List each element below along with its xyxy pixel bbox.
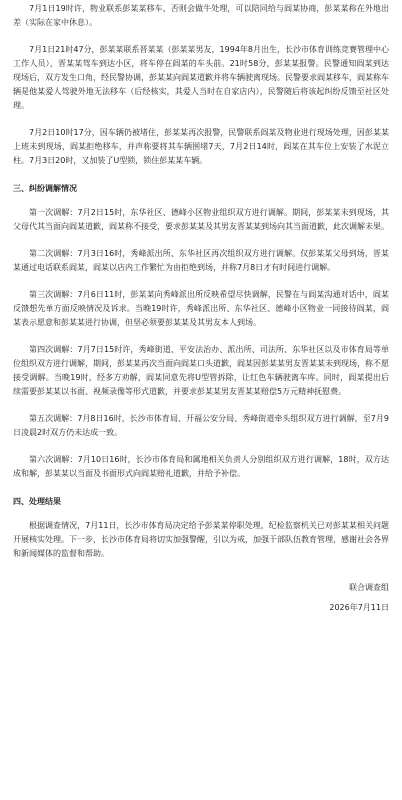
mediation-paragraph-3: 第三次调解：7月6日11时，彭某某向秀峰派出所反映希望尽快调解，民警在与阎某沟通对话中，阎某反馈想先单方面反映情况及诉求。当晚19时许，秀峰派出所、东华社区、德峰小区物业一同接待阎某，阎某表示愿意和彭某某进行协调，但坚必须要彭某某及其男友本人到场。 [13, 290, 389, 327]
mediation-paragraph-2: 第二次调解：7月3日16时，秀峰派出所、东华社区再次组织双方进行调解。仅彭某某父母到场，晋某某通过电话联系阎某，阎某以店内工作繁忙为由拒绝到场，并称7月8日才有时间进行调解。 [13, 249, 389, 272]
result-paragraph: 根据调查情况，7月11日，长沙市体育局决定给予彭某某停职处理，纪检监察机关已对彭某某相关问题开展核实处理。下一步，长沙市体育局将切实加强警醒，引以为戒，加强干部队伍教育管理，感谢社会各界和新闻媒体的监督和帮助。 [13, 521, 389, 558]
mediation-paragraph-4: 第四次调解：7月7日15时许，秀峰街道、平安法治办、派出所、司法所、东华社区以及市体育局等单位组织双方进行调解，期间，彭某某再次当面向阎某口头道歉，阎某因彭某某男友晋某某未到现场，称不愿接受调解。当晚19时，经多方劝解，阎某同意先将U型管拆除，让红色车辆驶离车库。同时，阎某提出后续需要彭某某以书面、视频录像等形式道歉，并要求彭某某男友晋某某赔偿5万元精神抚慰费。 [13, 345, 389, 396]
mediation-paragraph-6: 第六次调解：7月10日16时，长沙市体育局和属地相关负责人分别组织双方进行调解，18时，双方达成和解，彭某某以当面及书面形式向阎某赔礼道歉，并给予补偿。 [13, 455, 389, 478]
mediation-paragraph-1: 第一次调解：7月2日15时，东华社区、德峰小区物业组织双方进行调解。期间，彭某某未到现场，其父母代其当面向阎某道歉，阎某称不接受，要求彭某某及其男友晋某某到场向其当面道歉，此次调解未果。 [13, 208, 389, 231]
paragraph-july1-21h: 7月1日21时47分，彭某某联系晋某某（彭某某男友，1994年8月出生，长沙市体育训练竞赛管理中心工作人员），晋某某驾车到达小区，将车停在阎某的车头前。21时58分，彭某某报警。民警通知阎某到达现场后，双方发生口角，经民警协调，彭某某向阎某道歉并将车辆驶离现场。民警要求阎某移车，阎某称车辆是他某爱人驾驶外地无法移车（后经核实，其爱人当时在自家店内），民警随后将该起纠纷反馈至社区处理。 [13, 45, 389, 110]
mediation-paragraph-5: 第五次调解：7月8日16时，长沙市体育局、开福公安分局、秀峰街道牵头组织双方进行调解，至7月9日凌晨2时双方仍未达成一致。 [13, 414, 389, 437]
paragraph-july1-19h: 7月1日19时许，物业联系彭某某移车，否则会做牛处理，可以陪同给与阎某协商，彭某某称在外地出差（实际在家中休息）。 [13, 4, 389, 27]
section-heading-mediation: 三、纠纷调解情况 [13, 184, 77, 193]
section-heading-result: 四、处理结果 [13, 497, 61, 506]
footer-organization: 联合调查组 [349, 583, 389, 592]
paragraph-july2: 7月2日10时17分，因车辆仍被堵住，彭某某再次报警，民警联系阎某及物业进行现场处理，因彭某某上班未到现场，阎某拒绝移车，并声称要将其车辆围堵7天，7月2日14时，阎某在其车位上安装了水泥立柱。7月3日20时，又加装了U型锁，锁住彭某某车辆。 [13, 128, 389, 165]
footer-date: 2026年7月11日 [329, 603, 389, 612]
